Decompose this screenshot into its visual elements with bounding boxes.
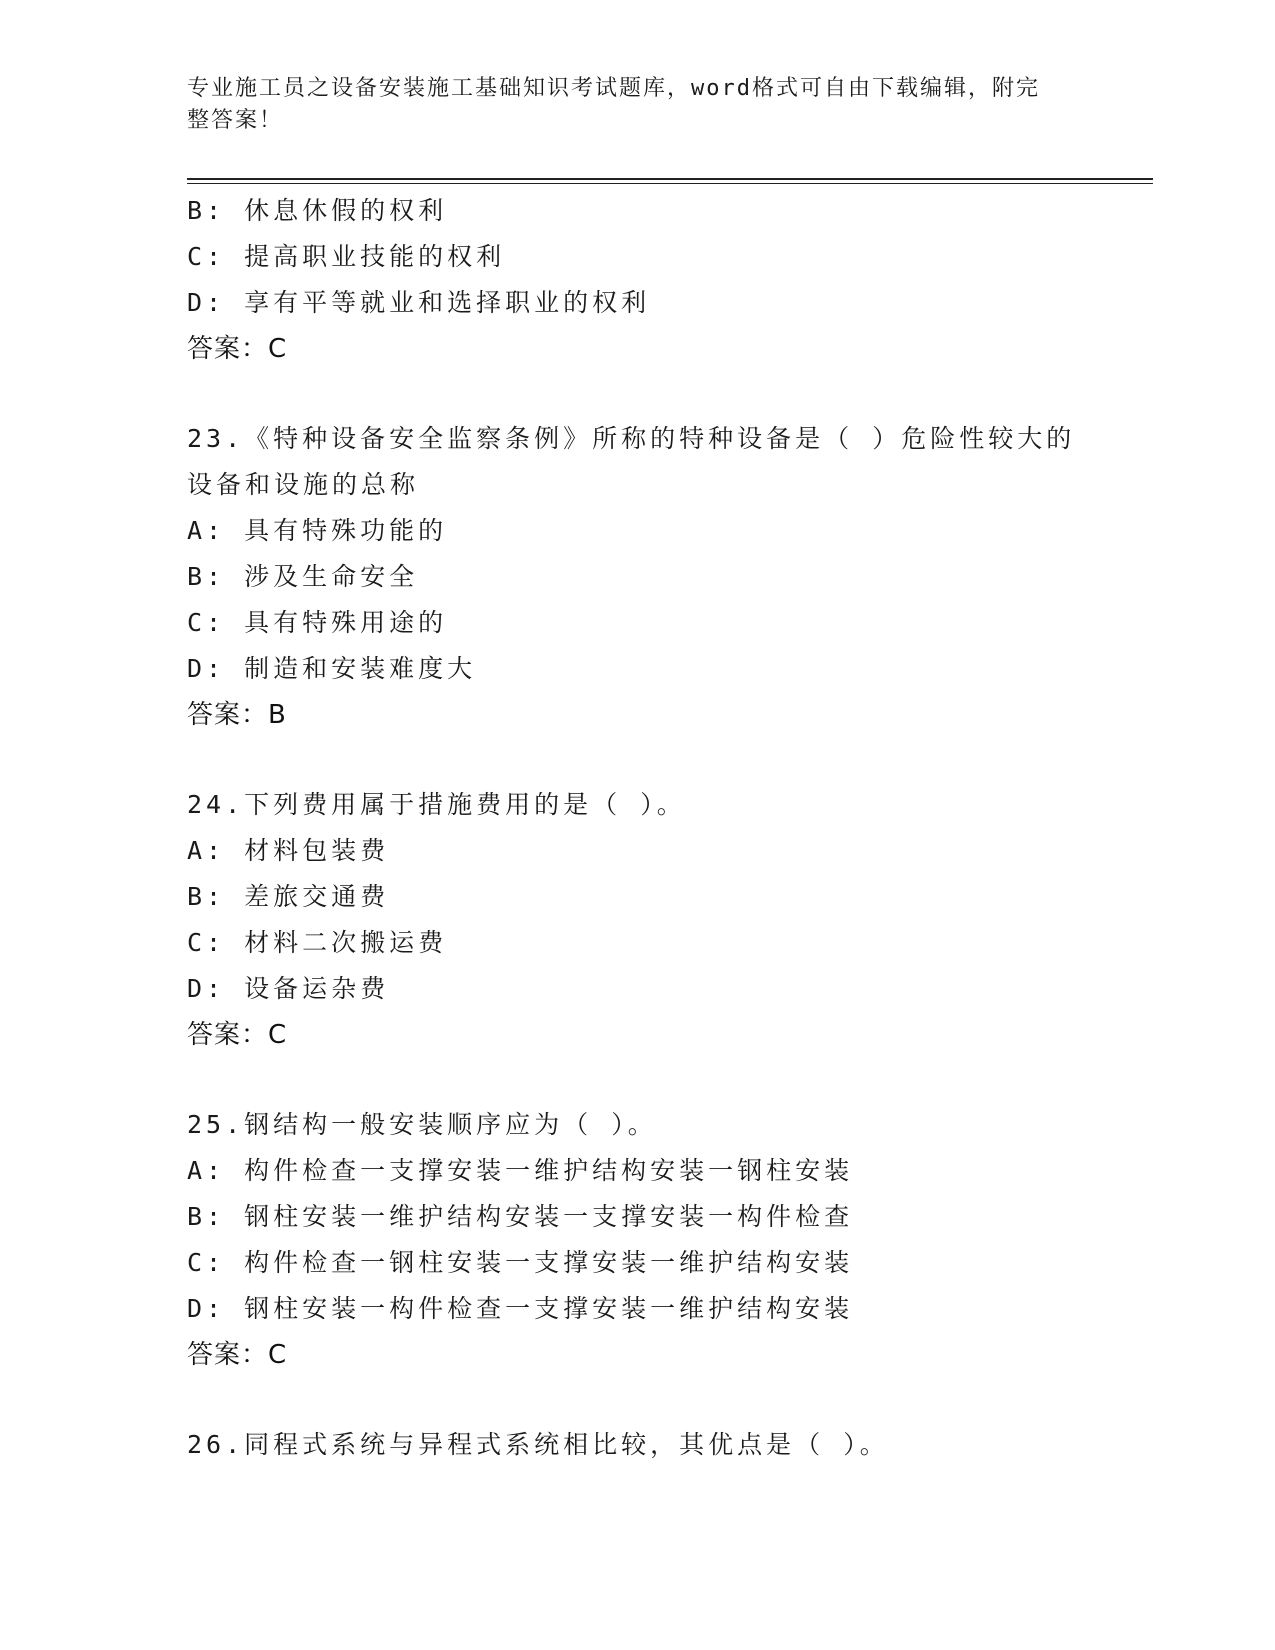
header-line-2: 整答案！ [187, 108, 284, 133]
answer-line: 答案：C [187, 334, 288, 364]
option-a: A: 构件检查一支撑安装一维护结构安装一钢柱安装 [187, 1156, 854, 1185]
document-header [187, 73, 1067, 137]
header-divider-thick [187, 178, 1153, 180]
option-b: B: 休息休假的权利 [187, 196, 448, 225]
question-23 [187, 416, 1087, 738]
spacer [187, 738, 1087, 782]
question-25 [187, 1102, 1087, 1378]
question-24 [187, 782, 1087, 1058]
option-a: A: 具有特殊功能的 [187, 516, 448, 545]
option-c: C: 具有特殊用途的 [187, 608, 448, 637]
option-a: A: 材料包装费 [187, 836, 390, 865]
question-stem-line-2: 设备和设施的总称 [187, 470, 420, 499]
option-d: D: 设备运杂费 [187, 974, 390, 1003]
question-stem-line-1: 23.《特种设备安全监察条例》所称的特种设备是（ ）危险性较大的 [187, 424, 1076, 453]
spacer [187, 1378, 1087, 1422]
question-22 [187, 188, 1087, 372]
option-d: D: 钢柱安装一构件检查一支撑安装一维护结构安装 [187, 1294, 854, 1323]
question-stem: 26.同程式系统与异程式系统相比较，其优点是（ ）。 [187, 1430, 889, 1459]
answer-line: 答案：C [187, 1020, 288, 1050]
option-b: B: 涉及生命安全 [187, 562, 419, 591]
answer-line: 答案：C [187, 1340, 288, 1370]
question-stem: 25.钢结构一般安装顺序应为（ ）。 [187, 1110, 657, 1139]
question-stem: 24.下列费用属于措施费用的是（ ）。 [187, 790, 686, 819]
option-d: D: 制造和安装难度大 [187, 654, 477, 683]
option-c: C: 提高职业技能的权利 [187, 242, 506, 271]
option-c: C: 构件检查一钢柱安装一支撑安装一维护结构安装 [187, 1248, 854, 1277]
question-26 [187, 1422, 1087, 1468]
option-c: C: 材料二次搬运费 [187, 928, 448, 957]
header-divider-thin [187, 183, 1153, 184]
header-line-1: 专业施工员之设备安装施工基础知识考试题库，word格式可自由下载编辑，附完 [187, 76, 1040, 101]
question-list [187, 188, 1087, 1468]
answer-line: 答案：B [187, 700, 287, 730]
spacer [187, 1058, 1087, 1102]
option-b: B: 差旅交通费 [187, 882, 390, 911]
spacer [187, 372, 1087, 416]
option-d: D: 享有平等就业和选择职业的权利 [187, 288, 651, 317]
option-b: B: 钢柱安装一维护结构安装一支撑安装一构件检查 [187, 1202, 854, 1231]
